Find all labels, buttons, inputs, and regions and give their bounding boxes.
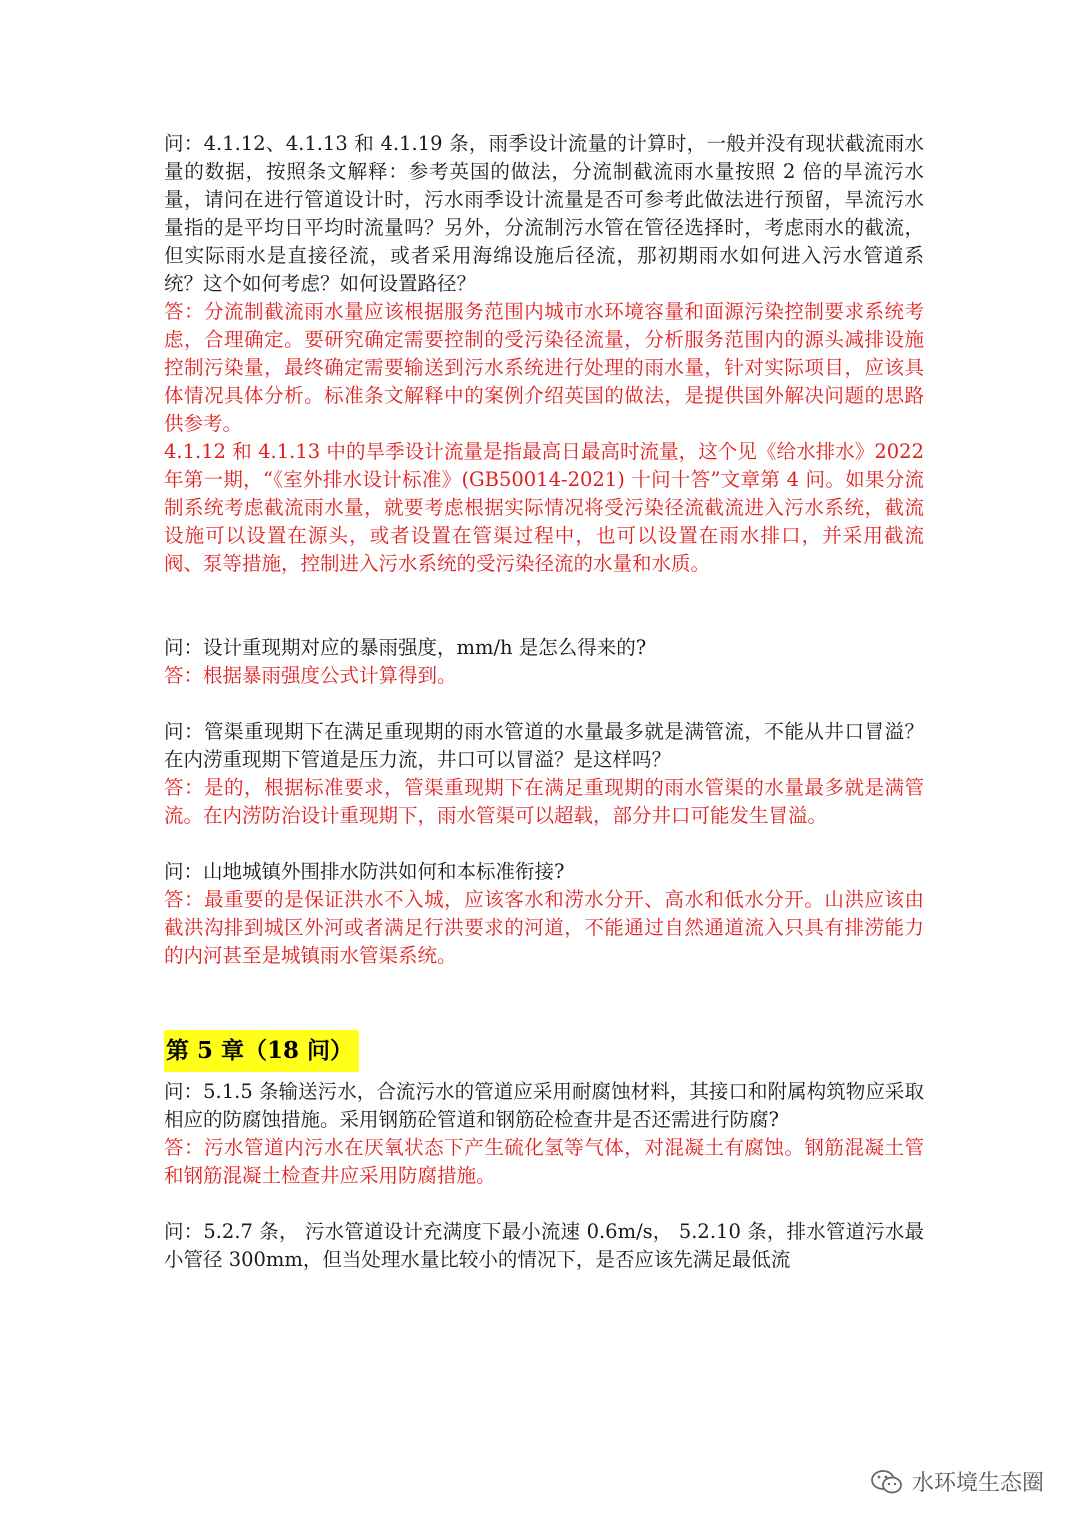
question-paragraph: 问：4.1.12、4.1.13 和 4.1.19 条，雨季设计流量的计算时，一般并没有现状截流雨水量的数据，按照条文解释：参考英国的做法，分流制截流雨水量按照 2 倍的旱流污水量，请问在进行管道设计时，污水雨季设计流量是否可参考此做法进行预留，旱流污水量指的是平均日平均时流量吗？另外，分流制污水管在管径选择时，考虑雨水的截流，但实际雨水是直接径流，或者采用海绵设施后径流，那初期雨水如何进入污水管道系统？这个如何考虑？如何设置路径？: [164, 132, 924, 295]
spacer: [164, 830, 924, 858]
document-body: [164, 130, 924, 1274]
watermark: [870, 1466, 1044, 1497]
question-paragraph: 问：山地城镇外围排水防洪如何和本标准衔接?: [164, 860, 565, 883]
answer-paragraph: 答：污水管道内污水在厌氧状态下产生硫化氢等气体，对混凝土有腐蚀。钢筋混凝土管和钢筋混凝土检查井应采用防腐措施。: [164, 1136, 924, 1187]
spacer: [164, 690, 924, 718]
watermark-text: 水环境生态圈: [911, 1471, 1044, 1496]
spacer: [164, 970, 924, 1030]
spacer: [164, 578, 924, 634]
question-paragraph: 问：管渠重现期下在满足重现期的雨水管道的水量最多就是满管流，不能从井口冒溢？在内涝重现期下管道是压力流，井口可以冒溢？是这样吗？: [164, 720, 924, 771]
answer-paragraph: 答：分流制截流雨水量应该根据服务范围内城市水环境容量和面源污染控制要求系统考虑，合理确定。要研究确定需要控制的受污染径流量，分析服务范围内的源头减排设施控制污染量，最终确定需要输送到污水系统进行处理的雨水量，针对实际项目，应该具体情况具体分析。标准条文解释中的案例介绍英国的做法，是提供国外解决问题的思路供参考。: [164, 300, 924, 435]
answer-paragraph: 答：是的，根据标准要求，管渠重现期下在满足重现期的雨水管渠的水量最多就是满管流。在内涝防治设计重现期下，雨水管渠可以超载，部分井口可能发生冒溢。: [164, 776, 924, 827]
answer-paragraph: 4.1.12 和 4.1.13 中的旱季设计流量是指最高日最高时流量，这个见《给水排水》2022 年第一期，“《室外排水设计标准》(GB50014-2021) 十问十答”文章第 4 问。如果分流制系统考虑截流雨水量，就要考虑根据实际情况将受污染径流截流进入污水系统，截流设施可以设置在源头，或者设置在管渠过程中，也可以设置在雨水排口，并采用截流阀、泵等措施，控制进入污水系统的受污染径流的水量和水质。: [164, 440, 924, 575]
question-paragraph: 问：5.2.7 条， 污水管道设计充满度下最小流速 0.6m/s， 5.2.10 条，排水管道污水最小管径 300mm，但当处理水量比较小的情况下，是否应该先满足最低流: [164, 1220, 924, 1271]
answer-paragraph: 答：根据暴雨强度公式计算得到。: [164, 664, 457, 687]
spacer: [164, 1190, 924, 1218]
wechat-icon: [870, 1468, 904, 1496]
question-paragraph: 问：设计重现期对应的暴雨强度，mm/h 是怎么得来的?: [164, 636, 647, 659]
question-paragraph: 问：5.1.5 条输送污水，合流污水的管道应采用耐腐蚀材料，其接口和附属构筑物应采取相应的防腐蚀措施。采用钢筋砼管道和钢筋砼检查井是否还需进行防腐?: [164, 1080, 924, 1131]
chapter-heading: 第 5 章（18 问）: [164, 1030, 359, 1072]
answer-paragraph: 答：最重要的是保证洪水不入城，应该客水和涝水分开、高水和低水分开。山洪应该由截洪沟排到城区外河或者满足行洪要求的河道，不能通过自然通道流入只具有排涝能力的内河甚至是城镇雨水管渠系统。: [164, 888, 924, 967]
